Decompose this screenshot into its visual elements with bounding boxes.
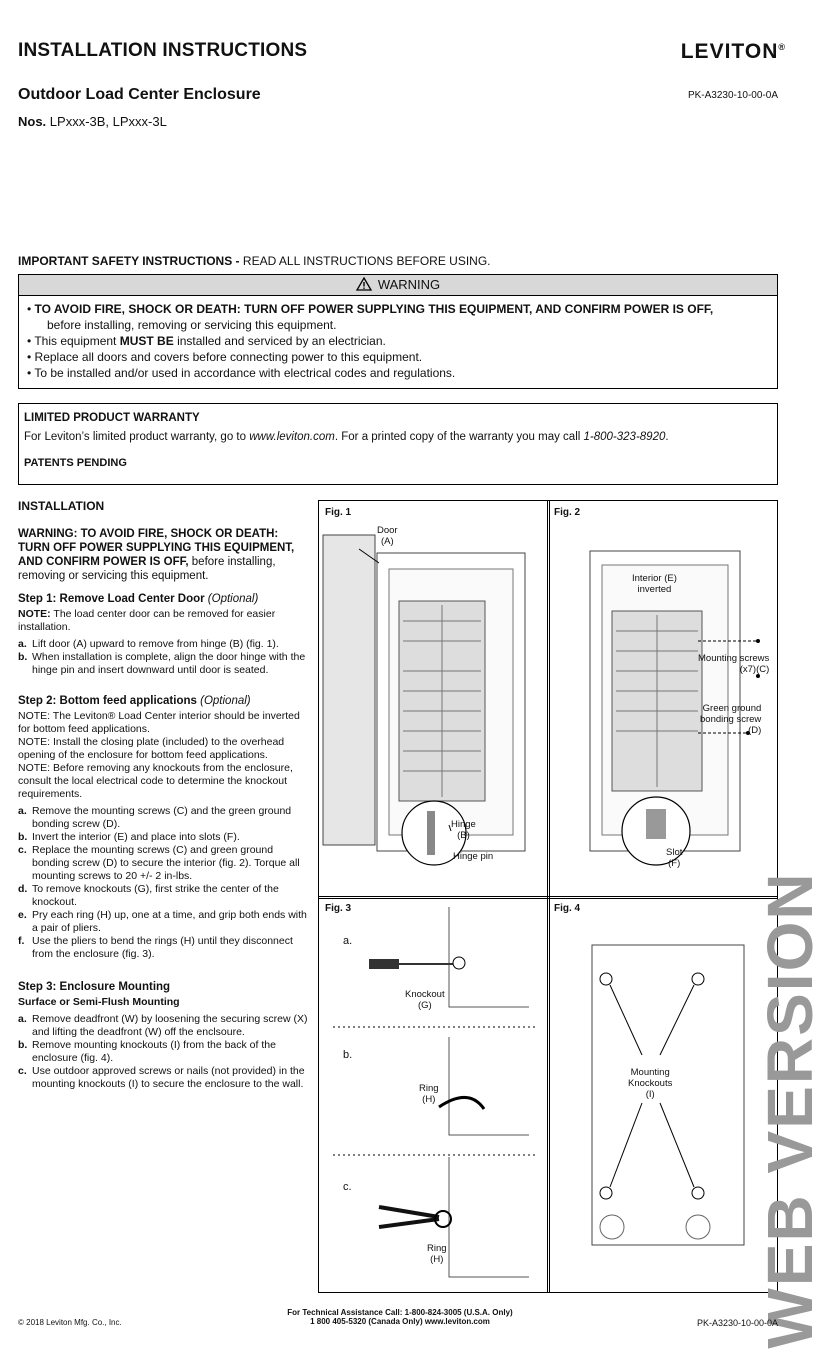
hinge-label — [451, 819, 476, 841]
figure-label: Fig. 3 — [325, 903, 352, 914]
item-text: Remove the mounting screws (C) and the green ground bonding screw (D). — [32, 805, 292, 830]
green-ground-text-2: bonding screw — [700, 714, 762, 725]
item-text: Invert the interior (E) and place into slots (F). — [32, 831, 240, 843]
list-item — [18, 805, 310, 831]
list-item — [18, 935, 310, 961]
warning-item: • To be installed and/or used in accordance with electrical codes and regulations. — [27, 366, 456, 380]
ring-label — [419, 1083, 439, 1105]
doc-number: PK-A3230-10-00-0A — [687, 90, 778, 101]
step1-note-label: NOTE: — [18, 608, 51, 620]
green-ground-text-1: Green ground — [702, 703, 762, 714]
warning-list — [27, 301, 777, 381]
list-item — [18, 651, 310, 677]
hinge-label-code: (B) — [457, 830, 470, 841]
door-label-code: (A) — [380, 536, 394, 547]
figure-4 — [547, 896, 778, 1293]
mounting-screws-text: Mounting screws — [698, 653, 770, 664]
item-text: To remove knockouts (G), first strike the center of the knockout. — [32, 883, 279, 908]
list-item — [18, 638, 310, 651]
step1-list — [18, 638, 310, 677]
warning-item-text: before installing, removing or servicing this equipment. — [47, 318, 337, 332]
installation-warning-bold: WARNING: TO AVOID FIRE, SHOCK OR DEATH: TURN OFF POWER SUPPLYING THIS EQUIPMENT, AND CONFIRM POWER IS OFF, — [18, 528, 295, 568]
item-text: Use outdoor approved screws or nails (not provided) in the mounting knockouts (I) to secure the enclosure to the wall. — [32, 1065, 305, 1090]
slot-label — [666, 847, 682, 869]
step-c-label: c. — [343, 1181, 352, 1193]
step1-note-text: The load center door can be removed for easier installation. — [18, 608, 276, 633]
patents-pending: PATENTS PENDING — [24, 457, 127, 469]
step-a-label: a. — [343, 935, 353, 947]
figure-2 — [547, 500, 778, 899]
warning-item: • TO AVOID FIRE, SHOCK OR DEATH: TURN OFF POWER SUPPLYING THIS EQUIPMENT, AND CONFIRM POWER IS OFF, before installing, removing or servicing this equipment. — [27, 302, 714, 332]
list-item — [18, 1039, 310, 1065]
installation-warning-text: before installing, removing or servicing this equipment. — [18, 556, 276, 582]
step3-title: Step 3: Enclosure Mounting — [18, 981, 171, 993]
footer-assistance — [250, 1308, 550, 1326]
model-numbers — [18, 114, 167, 129]
list-item — [18, 1013, 310, 1039]
web-version-watermark: WEB VERSION — [754, 871, 826, 1349]
footer-assist-line2: 1 800 405-5320 (Canada Only) www.leviton.com — [310, 1317, 490, 1326]
warranty-text-pre: For Leviton’s limited product warranty, go to — [24, 431, 247, 443]
knockout-label-code: (G) — [417, 1000, 432, 1011]
ring-label-text: Ring — [419, 1083, 439, 1094]
item-text: Remove mounting knockouts (I) from the back of the enclosure (fig. 4). — [32, 1039, 276, 1064]
list-item — [18, 883, 310, 909]
document-title: INSTALLATION INSTRUCTIONS — [18, 40, 308, 61]
figure-label: Fig. 4 — [554, 903, 581, 914]
warranty-text-mid: . For a printed copy of the warranty you may call — [334, 431, 581, 443]
mounting-screws-code: (x7)(C) — [739, 664, 770, 675]
warranty-text-end: . — [665, 431, 669, 443]
item-text: When installation is complete, align the door hinge with the hinge pin and insert downward until door is seated. — [32, 651, 306, 676]
slot-label-code: (F) — [668, 858, 681, 869]
warning-item-text: This equipment — [34, 334, 117, 348]
interior-label-text: Interior (E) — [632, 573, 677, 584]
item-letter: c. — [18, 844, 27, 856]
figure-1 — [318, 500, 550, 899]
green-ground-label — [700, 703, 761, 736]
ring-label-code: (H) — [430, 1254, 444, 1265]
slot-label-text: Slot — [666, 847, 683, 858]
warranty-url[interactable]: www.leviton.com — [249, 431, 335, 443]
step2-title — [18, 695, 310, 708]
warning-header — [19, 275, 777, 296]
step3-list — [18, 1013, 310, 1091]
product-title: Outdoor Load Center Enclosure — [18, 86, 261, 103]
item-text: Lift door (A) upward to remove from hinge (B) (fig. 1). — [32, 638, 279, 650]
warranty-box — [18, 403, 778, 485]
figure-3 — [318, 896, 550, 1293]
safety-instructions — [18, 254, 491, 268]
item-text: Remove deadfront (W) by loosening the securing screw (X) and lifting the deadfront (W) off the enclsoure. — [32, 1013, 308, 1038]
warranty-phone: 1-800-323-8920 — [583, 431, 666, 443]
warning-item-text: installed and serviced by an electrician. — [177, 334, 386, 348]
knockout-label-text: Knockout — [405, 989, 445, 1000]
warning-item-bold: TO AVOID FIRE, SHOCK OR DEATH: TURN OFF POWER SUPPLYING THIS EQUIPMENT, AND CONFIRM POWER IS OFF, — [34, 302, 714, 316]
warning-item: • This equipment MUST BE installed and serviced by an electrician. — [27, 334, 386, 348]
item-letter: b. — [18, 831, 28, 843]
inverted-label-text: inverted — [637, 584, 672, 595]
mounting-knockouts-text-2: Knockouts — [628, 1078, 673, 1089]
step-b-label: b. — [343, 1049, 353, 1061]
item-letter: f. — [18, 935, 25, 947]
step2-note: NOTE: Install the closing plate (included) to the overhead opening of the enclosure for bottom feed applications. — [18, 736, 285, 761]
item-text: Replace the mounting screws (C) and green ground bonding screw (D) to secure the interior (fig. 2). Torque all mounting screws to 20 +/- 2 in-lbs. — [32, 844, 300, 882]
hinge-pin-label: Hinge pin — [453, 851, 494, 862]
brand-mark: ® — [778, 42, 786, 52]
footer-copyright: © 2018 Leviton Mfg. Co., Inc. — [18, 1318, 122, 1327]
item-letter: b. — [18, 1039, 28, 1051]
nos-label: Nos. — [18, 114, 47, 129]
green-ground-code: (D) — [748, 725, 762, 736]
interior-label — [632, 573, 677, 595]
item-letter: e. — [18, 909, 27, 921]
figure-label: Fig. 2 — [554, 507, 581, 518]
installation-warning — [18, 527, 310, 583]
inverted-interior-illustration — [548, 501, 777, 898]
door-label-text: Door — [377, 525, 398, 536]
knockout-label — [405, 989, 445, 1011]
door-label — [377, 525, 398, 547]
safety-label: IMPORTANT SAFETY INSTRUCTIONS - — [18, 254, 240, 268]
step2-note: NOTE: The Leviton® Load Center interior should be inverted for bottom feed applications. — [18, 710, 300, 735]
installation-heading: INSTALLATION — [18, 499, 105, 513]
item-text: Use the pliers to bend the rings (H) until they disconnect from the enclosure (fig. 3). — [32, 935, 293, 960]
nos-value: LPxxx-3B, LPxxx-3L — [49, 114, 167, 129]
item-text: Pry each ring (H) up, one at a time, and grip both ends with a pair of pliers. — [32, 909, 307, 934]
list-item — [18, 1065, 310, 1091]
mounting-screws-label — [698, 653, 769, 675]
warning-item-text: Replace all doors and covers before connecting power to this equipment. — [34, 350, 423, 364]
step3-subtitle: Surface or Semi-Flush Mounting — [18, 996, 180, 1008]
item-letter: b. — [18, 651, 28, 663]
step2-list — [18, 805, 310, 961]
installation-section — [18, 500, 310, 1091]
step2-title-text: Step 2: Bottom feed applications — [18, 695, 197, 707]
ring-label-text: Ring — [427, 1243, 447, 1254]
figure-label: Fig. 1 — [325, 507, 352, 518]
warning-item-bold: MUST BE — [119, 334, 174, 348]
leviton-logo — [681, 40, 786, 64]
warning-heading: WARNING — [377, 277, 441, 292]
ring-label-code: (H) — [422, 1094, 436, 1105]
safety-text: READ ALL INSTRUCTIONS BEFORE USING. — [242, 254, 491, 268]
item-letter: c. — [18, 1065, 27, 1077]
footer-assist-line1: For Technical Assistance Call: 1-800-824-3005 (U.S.A. Only) — [287, 1308, 513, 1317]
mounting-knockouts-text-1: Mounting — [630, 1067, 670, 1078]
step1-optional: (Optional) — [207, 593, 259, 605]
step2-optional: (Optional) — [200, 695, 251, 707]
step1-title-text: Step 1: Remove Load Center Door — [18, 593, 205, 605]
list-item — [18, 909, 310, 935]
step2-note: NOTE: Before removing any knockouts from the enclosure, consult the local electrical code to determine the knockout requirements. — [18, 762, 293, 800]
warning-item-text: To be installed and/or used in accordance with electrical codes and regulations. — [34, 366, 456, 380]
warning-triangle-icon — [356, 277, 372, 291]
mounting-knockouts-code: (I) — [645, 1089, 655, 1100]
warranty-heading: LIMITED PRODUCT WARRANTY — [24, 412, 200, 424]
brand-name: LEVITON — [680, 40, 779, 63]
item-letter: a. — [18, 805, 27, 817]
ring-label — [427, 1243, 447, 1265]
hinge-label-text: Hinge — [451, 819, 476, 830]
step1-note — [18, 608, 310, 634]
mounting-knockouts-label — [628, 1067, 672, 1100]
list-item — [18, 844, 310, 883]
list-item — [18, 831, 310, 844]
warranty-text — [24, 431, 669, 443]
step1-title — [18, 593, 310, 606]
warning-item: • Replace all doors and covers before connecting power to this equipment. — [27, 350, 423, 364]
footer-doc-number: PK-A3230-10-00-0A — [696, 1318, 778, 1328]
warning-box — [18, 274, 778, 389]
load-center-door-illustration — [319, 501, 549, 898]
item-letter: a. — [18, 1013, 27, 1025]
item-letter: a. — [18, 638, 27, 650]
item-letter: d. — [18, 883, 28, 895]
